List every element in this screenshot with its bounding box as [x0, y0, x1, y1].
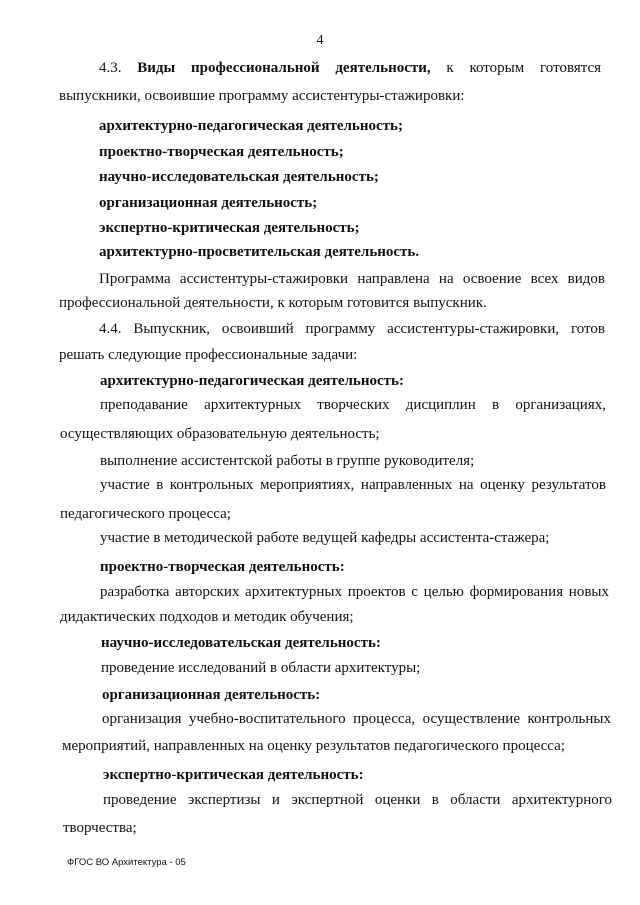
- task-line: педагогического процесса;: [60, 506, 231, 522]
- activity-item: архитектурно-просветительская деятельность.: [99, 244, 420, 260]
- activity-item: экспертно-критическая деятельность;: [99, 220, 360, 236]
- section-4-3-heading: [99, 59, 601, 77]
- group-heading: проектно-творческая деятельность:: [100, 559, 345, 575]
- task-line: дидактических подходов и методик обучения;: [60, 609, 354, 625]
- task-line: преподавание архитектурных творческих дисциплин в организациях,: [100, 397, 606, 413]
- page-footer: ФГОС ВО Архитектура - 05: [67, 857, 186, 868]
- task-line: осуществляющих образовательную деятельность;: [60, 426, 380, 442]
- section-title-continuation: к которым готовятся: [446, 60, 602, 76]
- activity-item: научно-исследовательская деятельность;: [99, 169, 379, 185]
- paragraph-line: Программа ассистентуры-стажировки направлена на освоение всех видов: [99, 271, 605, 287]
- task-line: выполнение ассистентской работы в группе руководителя;: [100, 453, 475, 469]
- task-line: проведение исследований в области архитектуры;: [101, 660, 421, 676]
- task-line: участие в методической работе ведущей кафедры ассистента-стажера;: [100, 530, 550, 546]
- task-line: творчества;: [63, 820, 137, 836]
- group-heading: организационная деятельность:: [102, 687, 321, 703]
- group-heading: экспертно-критическая деятельность:: [103, 767, 364, 783]
- section-4-4-intro: 4.4. Выпускник, освоивший программу ассистентуры-стажировки, готов: [99, 321, 605, 337]
- section-number: 4.3.: [99, 60, 122, 76]
- task-line: участие в контрольных мероприятиях, направленных на оценку результатов: [100, 477, 606, 493]
- activity-item: проектно-творческая деятельность;: [99, 144, 344, 160]
- task-line: мероприятий, направленных на оценку результатов педагогического процесса;: [62, 738, 565, 754]
- group-heading: научно-исследовательская деятельность:: [101, 635, 381, 651]
- section-title: Виды профессиональной деятельности,: [137, 60, 431, 76]
- paragraph-line: решать следующие профессиональные задачи:: [59, 347, 358, 363]
- activity-item: организационная деятельность;: [99, 195, 318, 211]
- activity-item: архитектурно-педагогическая деятельность;: [99, 118, 403, 134]
- task-line: проведение экспертизы и экспертной оценки в области архитектурного: [103, 792, 612, 808]
- page-number: 4: [316, 33, 324, 48]
- group-heading: архитектурно-педагогическая деятельность:: [100, 373, 404, 389]
- paragraph-line: профессиональной деятельности, к которым готовится выпускник.: [59, 295, 487, 311]
- task-line: организация учебно-воспитательного процесса, осуществление контрольных: [102, 711, 611, 727]
- task-line: разработка авторских архитектурных проектов с целью формирования новых: [100, 584, 609, 600]
- paragraph-line: выпускники, освоившие программу ассистентуры-стажировки:: [59, 88, 465, 104]
